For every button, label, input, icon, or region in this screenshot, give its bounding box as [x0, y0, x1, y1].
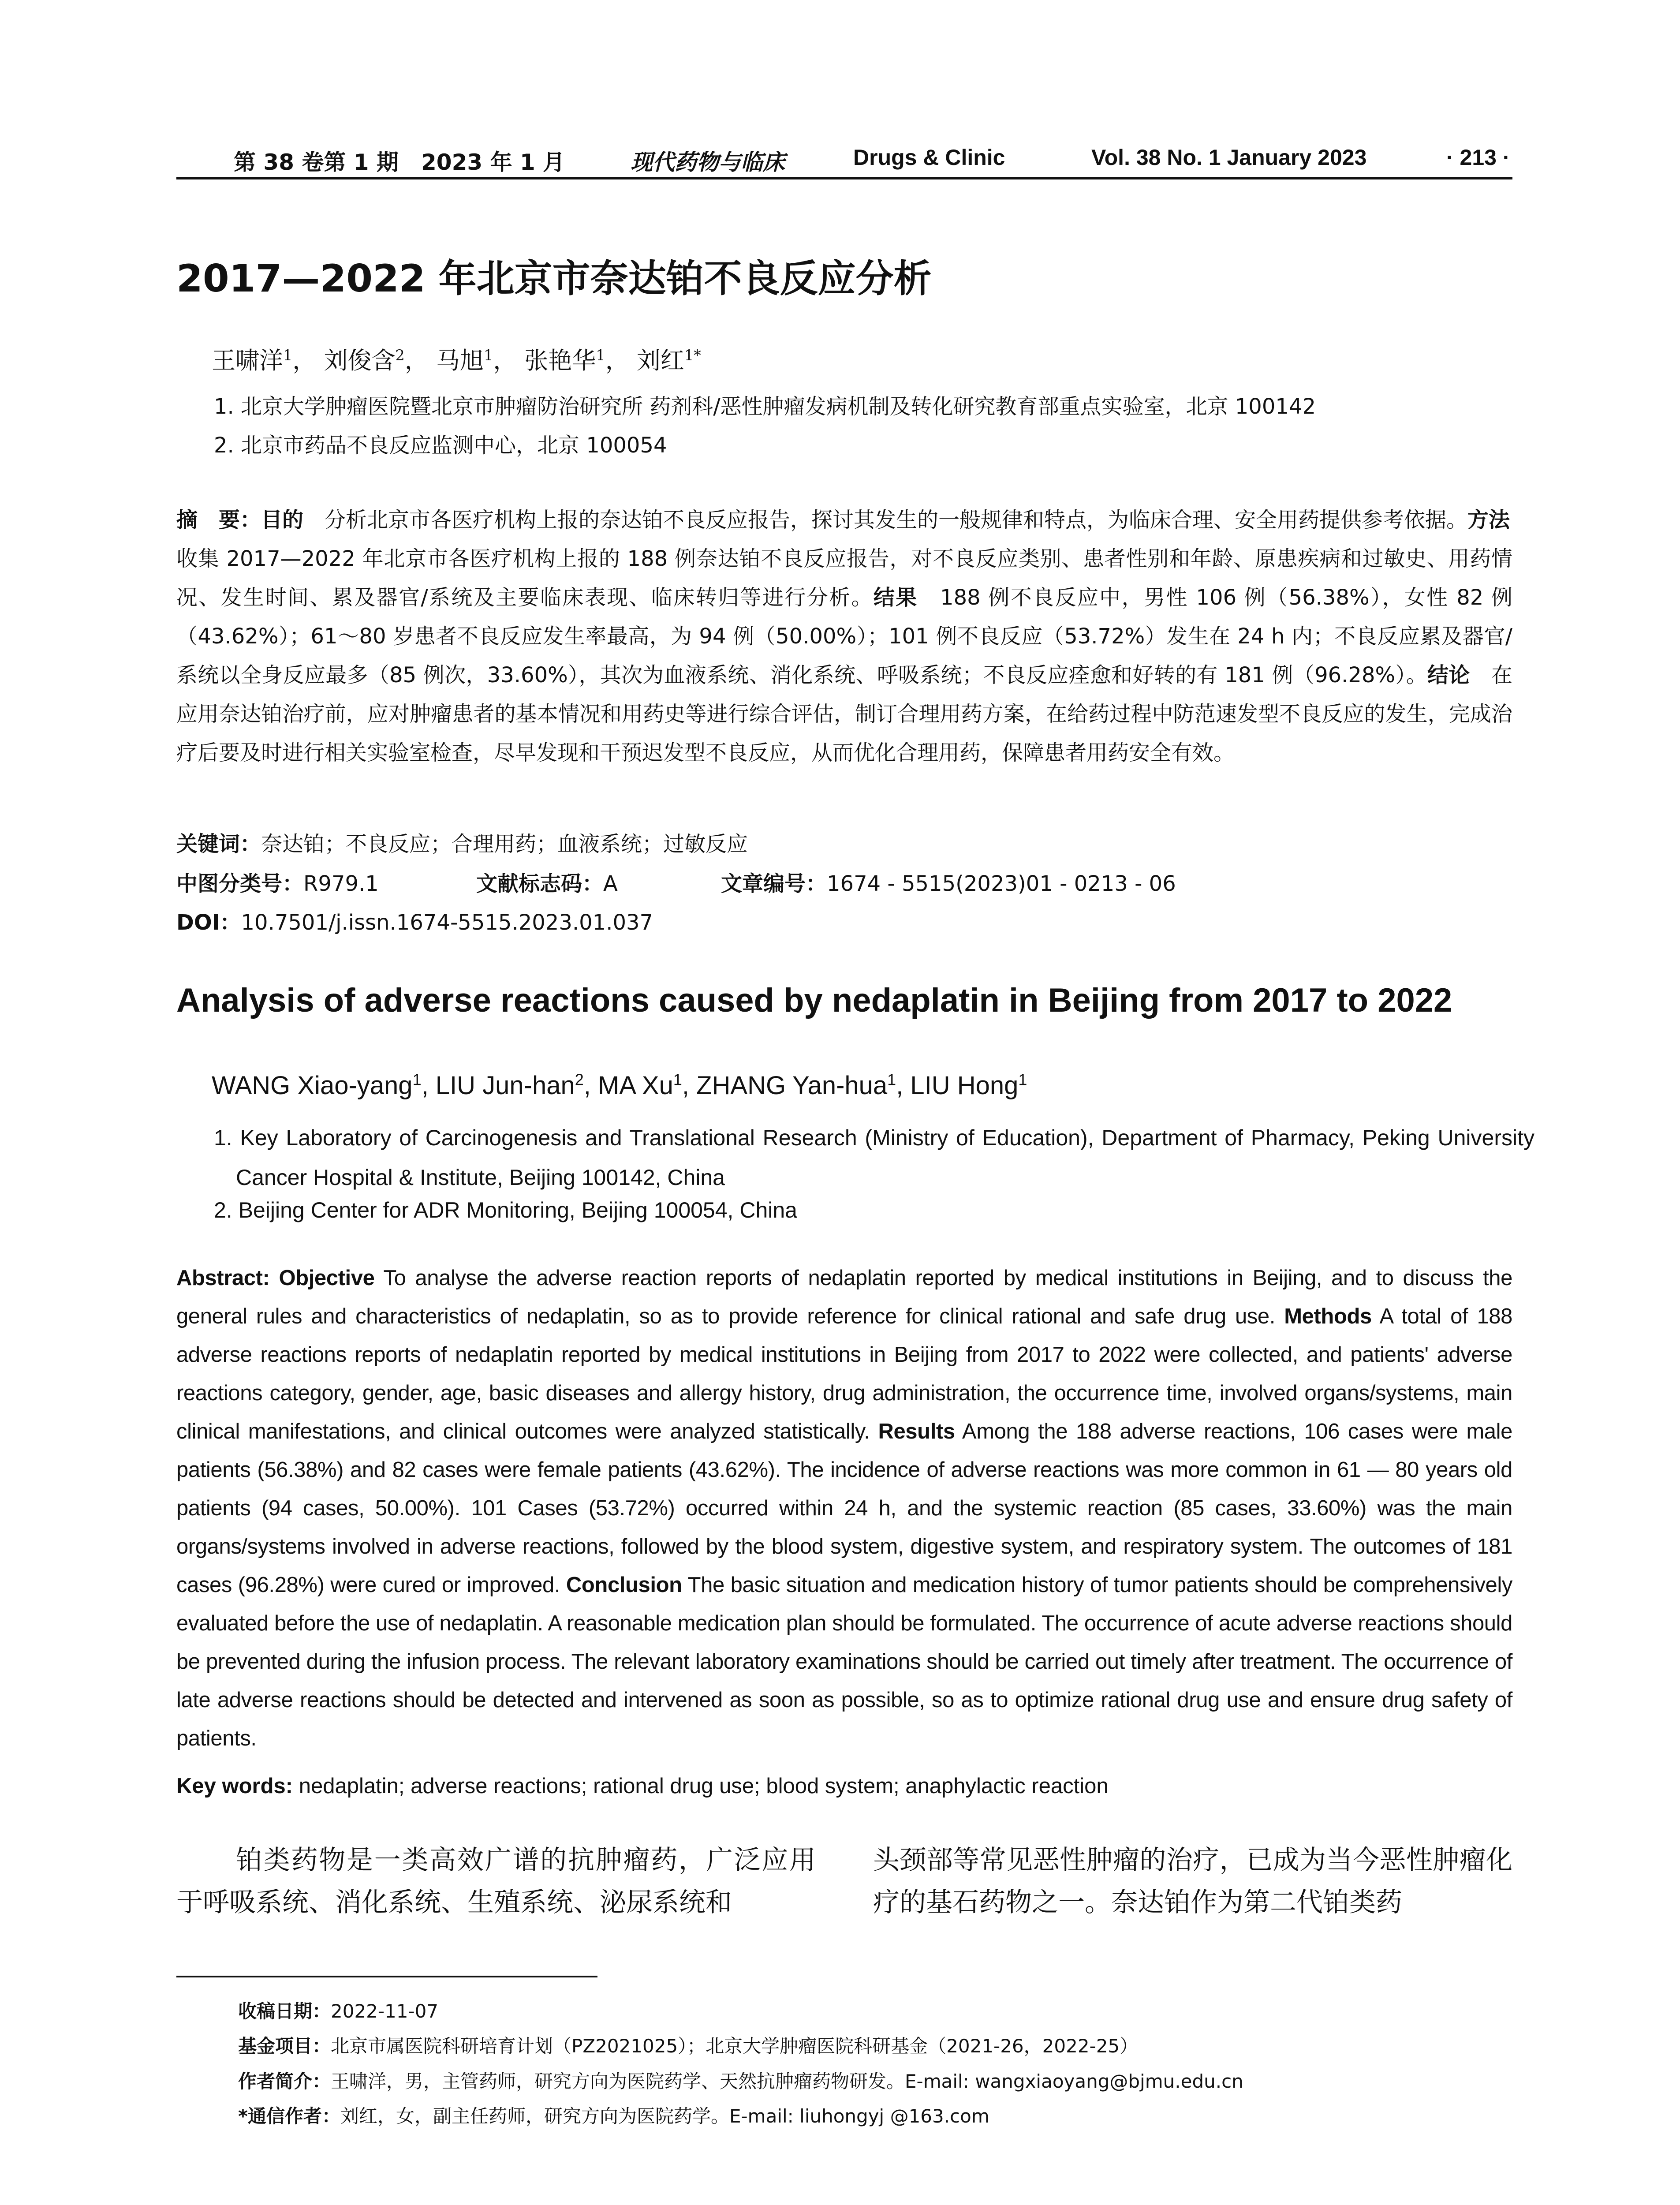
author-sup: 1	[887, 1070, 896, 1089]
footnote-text: 刘红，女，副主任药师，研究方向为医院药学。E-mail: liuhongyj @163.com	[340, 2105, 989, 2127]
keywords-text-en: nedaplatin; adverse reactions; rational drug use; blood system; anaphylactic reaction	[293, 1774, 1109, 1798]
doi-label: DOI：	[176, 910, 241, 935]
methods-text-en: A total of 188 adverse reactions reports of nedaplatin reported by medical institutions in Beijing from 2017 to 2022 were collected, and patients' adverse reactions category, gender, age, basic diseases and allergy history, drug administration, the occurrence time, involved organs/systems, main clinical manifestations, and clinical outcomes were analyzed statistically.	[176, 1304, 1513, 1443]
author-sup: 1	[412, 1070, 422, 1089]
classification-line	[176, 867, 1176, 897]
abstract-en	[176, 1259, 1512, 1758]
footnote-label: 作者简介：	[238, 2070, 331, 2092]
results-text-en: Among the 188 adverse reactions, 106 cases were male patients (56.38%) and 82 cases were female patients (43.62%). The incidence of adverse reactions was more common in 61 — 80 years old patients (94 cases, 50.00%). 101 Cases (53.72%) occurred within 24 h, and the systemic reaction (85 cases, 33.60%) was the main organs/systems involved in adverse reactions, followed by the blood system, digestive system, and respiratory system. The outcomes of 181 cases (96.28%) were cured or improved.	[176, 1420, 1512, 1597]
affiliation-cn-1: 1. 北京大学肿瘤医院暨北京市肿瘤防治研究所 药剂科/恶性肿瘤发病机制及转化研究教育部重点实验室，北京 100142	[214, 394, 1316, 419]
author-sup: 1	[673, 1070, 682, 1089]
author-cn: 刘俊含	[324, 347, 396, 374]
author-sup: 1*	[684, 347, 701, 364]
doi-value: 10.7501/j.issn.1674-5515.2023.01.037	[241, 910, 653, 935]
author-cn: 王啸洋	[212, 347, 283, 374]
author-sup: 1	[283, 347, 293, 364]
author-sup: 2	[395, 347, 405, 364]
header-rule	[176, 177, 1512, 179]
authors-cn: 王啸洋$^1$， 刘俊含$^2$， 马旭$^1$， 张艳华$^1$， 刘红$^{1*}$	[212, 347, 701, 374]
author-sup: 1	[1018, 1070, 1027, 1089]
methods-label-en: Methods	[1284, 1304, 1372, 1328]
issue-en: Vol. 38 No. 1 January 2023	[1091, 145, 1367, 170]
author-cn: 张艳华	[524, 347, 596, 374]
author-en: ZHANG Yan-hua	[696, 1071, 888, 1100]
date-cn: 2023 年 1 月	[421, 149, 565, 175]
footnote-text: 北京市属医院科研培育计划（PZ2021025）；北京大学肿瘤医院科研基金（2021-26，2022-25）	[331, 2035, 1139, 2057]
doi-line	[176, 905, 653, 936]
conclusion-label-en: Conclusion	[566, 1573, 682, 1597]
title-en: Analysis of adverse reactions caused by nedaplatin in Beijing from 2017 to 2022	[176, 982, 1452, 1019]
keywords-cn	[176, 827, 748, 857]
abstract-label: 摘 要：	[176, 508, 261, 532]
results-label: 结果	[873, 585, 918, 610]
footnote-label: *通信作者：	[238, 2105, 340, 2127]
conclusion-label: 结论	[1427, 663, 1470, 688]
affiliation-en-2: 2. Beijing Center for ADR Monitoring, Beijing 100054, China	[214, 1198, 797, 1222]
footnote-funding	[238, 2032, 1138, 2058]
author-cn: 刘红	[636, 347, 684, 374]
objective-label-en: Objective	[279, 1266, 375, 1290]
methods-text: 收集 2017—2022 年北京市各医疗机构上报的 188 例奈达铂不良反应报告，对不良反应类别、患者性别和年龄、原患疾病和过敏史、用药情况、发生时间、累及器官/系统及主要临床表现、临床转归等进行分析。	[176, 508, 1531, 610]
issue-cn: 第 38 卷第 1 期	[234, 149, 399, 175]
author-en: LIU Hong	[910, 1071, 1019, 1100]
body-column-right: 头颈部等常见恶性肿瘤的治疗，已成为当今恶性肿瘤化疗的基石药物之一。奈达铂作为第二代铂类药	[873, 1845, 1512, 1918]
title-cn: 2017—2022 年北京市奈达铂不良反应分析	[176, 257, 932, 301]
journal-name-en: Drugs & Clinic	[853, 145, 1005, 170]
footnote-rule	[176, 1976, 597, 1977]
abstract-cn	[176, 501, 1531, 772]
journal-name-cn: 现代药物与临床	[631, 149, 785, 175]
abstract-label-en: Abstract:	[176, 1266, 270, 1290]
author-cn: 马旭	[436, 347, 484, 374]
footnote-corresponding	[238, 2102, 989, 2128]
doc-code	[476, 867, 618, 897]
author-sup: 1	[596, 347, 605, 364]
doc-value: A	[603, 871, 618, 896]
keywords-text: 奈达铂；不良反应；合理用药；血液系统；过敏反应	[261, 832, 748, 856]
keywords-label-en: Key words:	[176, 1774, 293, 1798]
footnote-label: 收稿日期：	[238, 2000, 331, 2022]
methods-label: 方法	[1467, 508, 1510, 532]
footnote-author-bio	[238, 2067, 1243, 2093]
objective-text: 分析北京市各医疗机构上报的奈达铂不良反应报告，探讨其发生的一般规律和特点，为临床合理、安全用药提供参考依据。	[303, 508, 1468, 532]
article-value: 1674 - 5515(2023)01 - 0213 - 06	[827, 871, 1176, 896]
running-header	[176, 140, 1512, 175]
keywords-label: 关键词：	[176, 832, 261, 856]
doc-label: 文献标志码：	[476, 871, 604, 896]
page-number: · 213 ·	[1446, 145, 1510, 170]
affiliation-cn-2: 2. 北京市药品不良反应监测中心，北京 100054	[214, 433, 667, 458]
authors-en: WANG Xiao-yang$^1$, LIU Jun-han$^2$, MA Xu$^1$, ZHANG Yan-hua$^1$, LIU Hong$^1$	[212, 1070, 1027, 1100]
footnote-text: 2022-11-07	[331, 2000, 439, 2022]
author-en: WANG Xiao-yang	[212, 1071, 413, 1100]
objective-label: 目的	[261, 508, 304, 532]
author-sup: 1	[483, 347, 493, 364]
clc-label: 中图分类号：	[176, 871, 304, 896]
author-en: MA Xu	[598, 1071, 673, 1100]
conclusion-text: 在应用奈达铂治疗前，应对肿瘤患者的基本情况和用药史等进行综合评估，制订合理用药方案，在给药过程中防范速发型不良反应的发生，完成治疗后要及时进行相关实验室检查，尽早发现和干预迟发型不良反应，从而优化合理用药，保障患者用药安全有效。	[176, 663, 1512, 765]
body-column-left: 铂类药物是一类高效广谱的抗肿瘤药，广泛应用于呼吸系统、消化系统、生殖系统、泌尿系统和	[176, 1845, 816, 1918]
footnote-label: 基金项目：	[238, 2035, 331, 2057]
article-label: 文章编号：	[721, 871, 827, 896]
keywords-en	[176, 1774, 1109, 1798]
clc-value: R979.1	[303, 871, 379, 896]
author-sup: 2	[575, 1070, 584, 1089]
conclusion-text-en: The basic situation and medication history of tumor patients should be comprehensively evaluated before the use of nedaplatin. A reasonable medication plan should be formulated. The occurrence of acute adverse reactions should be prevented during the infusion process. The relevant laboratory examinations should be carried out timely after treatment. The occurrence of late adverse reactions should be detected and intervened as soon as possible, so as to optimize rational drug use and ensure drug safety of patients.	[176, 1573, 1512, 1750]
affiliation-en-1: 1. Key Laboratory of Carcinogenesis and Translational Research (Ministry of Education), Department of Pharmacy, Peking University Cancer Hospital & Institute, Beijing 100142, China	[214, 1125, 1534, 1190]
results-label-en: Results	[878, 1420, 955, 1443]
article-number	[721, 867, 1176, 897]
results-text: 188 例不良反应中，男性 106 例（56.38%），女性 82 例（43.62%）；61～80 岁患者不良反应发生率最高，为 94 例（50.00%）；101 例不良反应（53.72%）发生在 24 h 内；不良反应累及器官/系统以全身反应最多（85 例次，33.60%），其次为血液系统、消化系统、呼吸系统；不良反应痊愈和好转的有 181 例（96.28%）。	[176, 585, 1512, 688]
footnote-text: 王啸洋，男，主管药师，研究方向为医院药学、天然抗肿瘤药物研发。E-mail: wangxiaoyang@bjmu.edu.cn	[331, 2070, 1243, 2092]
footnote-received	[238, 1997, 438, 2023]
author-en: LIU Jun-han	[435, 1071, 575, 1100]
objective-text-en: To analyse the adverse reaction reports of nedaplatin reported by medical institutions in Beijing, and to discuss the general rules and characteristics of nedaplatin, so as to provide reference for clinical rational and safe drug use.	[176, 1266, 1513, 1328]
